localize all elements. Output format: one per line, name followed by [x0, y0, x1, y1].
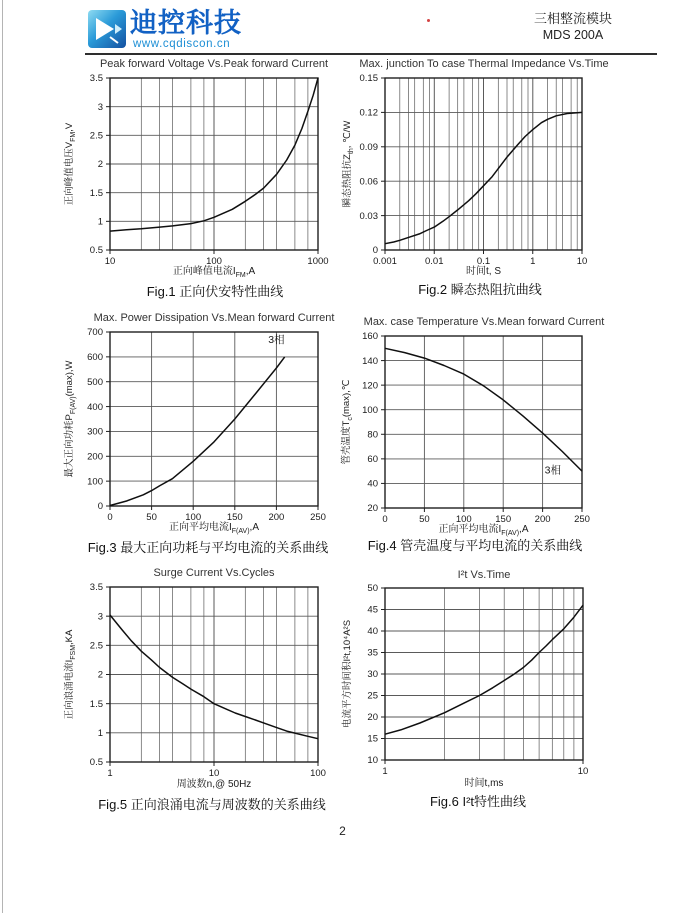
y-tick-label: 500: [87, 376, 103, 388]
scan-speck: [427, 19, 430, 22]
y-tick-label: 3: [97, 611, 103, 623]
y-tick-label: 700: [87, 327, 103, 339]
y-tick-label: 0.5: [89, 757, 103, 769]
x-tick-label: 100: [206, 256, 222, 267]
y-axis-label: 正向浪涌电流$I_{FSM},KA$: [64, 629, 77, 720]
x-axis-label: 时间t,ms: [464, 778, 504, 789]
x-tick-label: 150: [495, 514, 512, 525]
x-tick-label: 0.1: [476, 256, 491, 267]
figure-4: [340, 310, 630, 562]
y-tick-label: 400: [87, 401, 103, 413]
y-tick-label: 10: [367, 755, 378, 767]
figure-6-title: I²t Vs.Time: [457, 569, 511, 581]
x-tick-label: 0.001: [373, 256, 397, 267]
x-axis-label: 时间t, S: [465, 266, 502, 277]
figure-3-title: Max. Power Dissipation Vs.Mean forward Current: [93, 312, 335, 324]
page-number: 2: [339, 824, 346, 838]
figure-5: [60, 566, 338, 818]
y-tick-label: 0.09: [359, 142, 378, 153]
y-tick-label: 45: [367, 604, 378, 616]
figure-1-plot: [63, 73, 329, 279]
y-tick-label: 600: [87, 352, 103, 364]
y-tick-label: 1: [97, 216, 103, 228]
y-tick-label: 30: [367, 669, 378, 681]
y-tick-label: 3.5: [89, 582, 103, 594]
y-tick-label: 0: [97, 501, 103, 513]
y-axis-label: 电流平方时间积I²t,10⁴A²S: [342, 619, 353, 729]
y-tick-label: 80: [367, 429, 378, 441]
figure-2-plot: [341, 73, 587, 277]
figure-4-plot: [340, 331, 590, 537]
x-axis-label: 正向平均电流$I_{F(AV)},A$: [438, 524, 529, 537]
x-tick-label: 0: [382, 514, 388, 525]
page-left-scan-line: [2, 0, 3, 913]
x-tick-label: 1: [382, 766, 388, 777]
x-tick-label: 200: [268, 512, 285, 523]
figure-6-plot: [341, 583, 588, 789]
product-header: [534, 10, 612, 44]
figure-3-caption: Fig.3 最大正向功耗与平均电流的关系曲线: [87, 540, 329, 555]
y-axis-label: 正向峰值电压$V_{FM},V$: [64, 122, 77, 206]
series-annotation: 3相: [268, 334, 285, 347]
figure-2-caption: Fig.2 瞬态热阻抗曲线: [418, 282, 542, 297]
y-tick-label: 40: [367, 626, 378, 638]
y-tick-label: 200: [87, 451, 103, 463]
x-axis-label: 正向平均电流$I_{F(AV)},A$: [169, 522, 259, 535]
y-tick-label: 60: [367, 454, 378, 466]
y-tick-label: 2.5: [89, 130, 103, 142]
y-tick-label: 3.5: [89, 73, 103, 85]
y-tick-label: 2.5: [89, 640, 103, 652]
y-tick-label: 120: [362, 380, 378, 392]
x-tick-label: 100: [455, 514, 472, 525]
product-model: MDS 200A: [542, 28, 604, 42]
x-tick-label: 250: [310, 512, 326, 523]
y-tick-label: 1.5: [89, 187, 103, 199]
y-tick-label: 160: [362, 331, 378, 343]
figure-5-title: Surge Current Vs.Cycles: [153, 567, 275, 579]
y-tick-label: 100: [87, 476, 103, 488]
x-tick-label: 1: [530, 256, 536, 267]
y-tick-label: 15: [367, 733, 378, 745]
x-tick-label: 10: [577, 766, 589, 777]
y-axis-label: 最大正向功耗$P_{F(AV)}(\max),W$: [64, 360, 77, 478]
data-curve: [385, 605, 583, 734]
product-family: 三相整流模块: [533, 11, 612, 26]
x-tick-label: 10: [104, 256, 116, 267]
y-tick-label: 3: [97, 101, 103, 113]
y-tick-label: 0.12: [359, 107, 378, 119]
brand-name: 迪控科技: [130, 8, 242, 38]
x-tick-label: 1000: [307, 256, 329, 267]
figure-2: [340, 56, 630, 304]
y-tick-label: 0.5: [89, 245, 103, 257]
x-tick-label: 100: [185, 512, 202, 523]
y-tick-label: 0.03: [359, 210, 378, 222]
figure-5-caption: Fig.5 正向浪涌电流与周波数的关系曲线: [98, 797, 326, 812]
x-tick-label: 50: [419, 514, 430, 525]
figure-3: [60, 310, 338, 562]
x-tick-label: 10: [208, 768, 220, 779]
figure-6-caption: Fig.6 I²t特性曲线: [429, 794, 527, 809]
y-tick-label: 1.5: [89, 698, 103, 710]
x-tick-label: 150: [226, 512, 243, 523]
y-axis-label: 管壳温度$T_c(\max),℃$: [341, 379, 354, 465]
x-tick-label: 100: [310, 768, 326, 779]
y-tick-label: 100: [362, 404, 378, 416]
x-axis-label: 正向峰值电流$I_{FM},A$: [172, 266, 256, 279]
y-tick-label: 50: [367, 583, 378, 595]
x-axis-label: 周波数n,@ 50Hz: [176, 779, 252, 790]
header-divider: [85, 53, 657, 55]
y-tick-label: 0: [372, 245, 378, 257]
x-tick-label: 0.01: [425, 256, 444, 267]
x-tick-label: 10: [576, 256, 588, 267]
figure-4-title: Max. case Temperature Vs.Mean forward Current: [363, 316, 605, 328]
figure-1: [60, 56, 338, 304]
figure-5-plot: [63, 582, 326, 790]
y-tick-label: 0.15: [359, 73, 378, 85]
y-axis-label: 瞬态热阻抗$Z_{th}$, ℃/W: [342, 120, 355, 208]
figure-1-title: Peak forward Voltage Vs.Peak forward Current: [99, 58, 329, 70]
y-tick-label: 300: [87, 426, 103, 438]
figure-6: [340, 566, 630, 818]
y-tick-label: 2: [97, 669, 103, 681]
y-tick-label: 40: [367, 478, 378, 490]
series-annotation: 3相: [544, 464, 562, 477]
figure-2-title: Max. junction To case Thermal Impedance Vs.Time: [359, 58, 609, 70]
figure-4-caption: Fig.4 管壳温度与平均电流的关系曲线: [367, 538, 583, 553]
y-tick-label: 25: [367, 690, 378, 702]
x-tick-label: 200: [534, 514, 551, 525]
brand-url: www.cqdiscon.cn: [133, 38, 231, 50]
y-tick-label: 20: [367, 712, 378, 724]
figure-1-caption: Fig.1 正向伏安特性曲线: [146, 284, 284, 299]
y-tick-label: 140: [362, 355, 378, 367]
x-tick-label: 250: [574, 514, 590, 525]
x-tick-label: 0: [107, 512, 113, 523]
y-tick-label: 2: [97, 159, 103, 171]
figure-3-plot: [63, 327, 326, 535]
y-tick-label: 35: [367, 647, 378, 659]
y-tick-label: 0.06: [359, 176, 378, 188]
y-tick-label: 1: [97, 728, 103, 740]
brand-logo-icon: [88, 10, 126, 48]
x-tick-label: 1: [107, 768, 113, 779]
y-tick-label: 20: [367, 503, 378, 515]
x-tick-label: 50: [146, 512, 157, 523]
